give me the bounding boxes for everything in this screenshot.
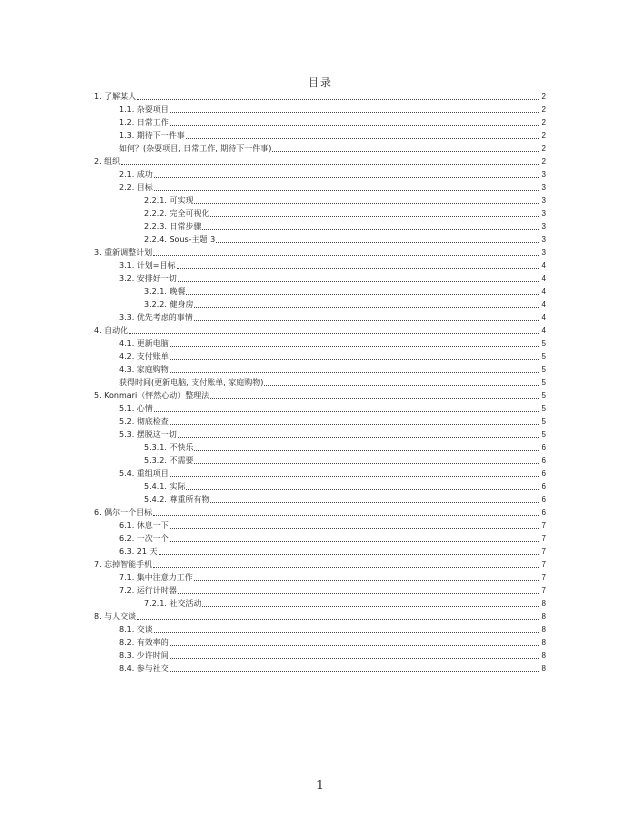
toc-entry-page-number: 8 xyxy=(541,664,546,673)
dot-leader xyxy=(194,202,539,204)
toc-entry[interactable] xyxy=(94,336,546,349)
dot-leader xyxy=(154,189,539,191)
toc-entry[interactable] xyxy=(94,622,546,635)
toc-title: 目录 xyxy=(308,76,332,89)
toc-entry-title: 6. 偶尔一个目标 xyxy=(94,508,153,517)
toc-entry-page-number: 5 xyxy=(541,339,546,348)
toc-entry-page-number: 3 xyxy=(541,183,546,192)
toc-entry-page-number: 7 xyxy=(541,521,546,530)
toc-entry-page-number: 4 xyxy=(541,274,546,283)
toc-entry-title: 6.1. 休息一下 xyxy=(119,521,169,530)
toc-entry[interactable] xyxy=(94,635,546,648)
toc-entry-title: 3.2.1. 晚餐 xyxy=(144,287,186,296)
toc-entry-page-number: 5 xyxy=(541,352,546,361)
toc-entry[interactable] xyxy=(94,154,546,167)
toc-entry-page-number: 7 xyxy=(541,573,546,582)
dot-leader xyxy=(170,111,539,113)
dot-leader xyxy=(186,137,539,139)
toc-entry-page-number: 8 xyxy=(541,625,546,634)
dot-leader xyxy=(272,150,539,152)
dot-leader xyxy=(177,267,539,269)
toc-entry[interactable] xyxy=(94,258,546,271)
toc-entry-title: 7.2. 运行计时器 xyxy=(119,586,177,595)
toc-entry-page-number: 4 xyxy=(541,313,546,322)
toc-entry-title: 3. 重新调整计划 xyxy=(94,248,153,257)
dot-leader xyxy=(170,527,539,529)
toc-entry-page-number: 2 xyxy=(541,118,546,127)
toc-entry-title: 4.2. 支付账单 xyxy=(119,352,169,361)
toc-entry-page-number: 2 xyxy=(541,157,546,166)
toc-entry-title: 8. 与人交谈 xyxy=(94,612,137,621)
toc-entry-page-number: 5 xyxy=(541,404,546,413)
toc-entry-page-number: 2 xyxy=(541,144,546,153)
toc-entry[interactable] xyxy=(94,141,546,154)
toc-entry-page-number: 2 xyxy=(541,92,546,101)
toc-entry-title: 3.1. 计划=目标 xyxy=(119,261,176,270)
dot-leader xyxy=(154,176,539,178)
dot-leader xyxy=(170,423,539,425)
toc-entry-page-number: 6 xyxy=(541,456,546,465)
toc-entry-title: 5.3.2. 不需要 xyxy=(144,456,194,465)
toc-entry[interactable] xyxy=(94,167,546,180)
toc-entry[interactable] xyxy=(94,180,546,193)
toc-entry-page-number: 6 xyxy=(541,495,546,504)
toc-entry-title: 8.4. 参与社交 xyxy=(119,664,169,673)
dot-leader xyxy=(202,228,539,230)
toc-entry[interactable] xyxy=(94,609,546,622)
toc-entry-page-number: 7 xyxy=(541,560,546,569)
toc-entry-page-number: 2 xyxy=(541,131,546,140)
toc-entry-page-number: 3 xyxy=(541,209,546,218)
toc-entry-page-number: 4 xyxy=(541,300,546,309)
toc-entry[interactable] xyxy=(94,596,546,609)
toc-entry-title: 5.3.1. 不快乐 xyxy=(144,443,194,452)
toc-entry[interactable] xyxy=(94,310,546,323)
toc-entry[interactable] xyxy=(94,479,546,492)
toc-entry[interactable] xyxy=(94,89,546,102)
toc-entry-title: 3.2. 安排好一切 xyxy=(119,274,177,283)
dot-leader xyxy=(264,384,539,386)
toc-entry[interactable] xyxy=(94,128,546,141)
dot-leader xyxy=(194,462,539,464)
dot-leader xyxy=(170,475,539,477)
toc-entry-page-number: 7 xyxy=(541,547,546,556)
dot-leader xyxy=(121,163,539,165)
dot-leader xyxy=(159,553,539,555)
toc-entry[interactable] xyxy=(94,206,546,219)
dot-leader xyxy=(153,566,539,568)
toc-entry-title: 5.4.1. 实际 xyxy=(144,482,186,491)
toc-entry-page-number: 8 xyxy=(541,638,546,647)
toc-entry-title: 1.2. 日常工作 xyxy=(119,118,169,127)
toc-entry[interactable] xyxy=(94,492,546,505)
toc-entry-title: 1. 了解某人 xyxy=(94,92,137,101)
toc-entry-title: 2.2. 目标 xyxy=(119,183,153,192)
dot-leader xyxy=(170,345,539,347)
toc-entry[interactable] xyxy=(94,440,546,453)
toc-entry[interactable] xyxy=(94,505,546,518)
toc-entry-page-number: 8 xyxy=(541,599,546,608)
toc-entry[interactable] xyxy=(94,219,546,232)
toc-entry-page-number: 6 xyxy=(541,443,546,452)
dot-leader xyxy=(137,98,539,100)
toc-entry-page-number: 5 xyxy=(541,391,546,400)
dot-leader xyxy=(170,657,539,659)
dot-leader xyxy=(170,670,539,672)
toc-entry-title: 4. 自动化 xyxy=(94,326,129,335)
dot-leader xyxy=(194,579,539,581)
dot-leader xyxy=(186,293,539,295)
toc-entry-title: 如何？(杂耍项目, 日常工作, 期待下一件事) xyxy=(119,144,272,153)
toc-entry[interactable] xyxy=(94,583,546,596)
toc-entry-title: 2.2.3. 日常步骤 xyxy=(144,222,202,231)
toc-entry-title: 4.1. 更新电脑 xyxy=(119,339,169,348)
toc-entry[interactable] xyxy=(94,414,546,427)
dot-leader xyxy=(194,306,539,308)
toc-entry-page-number: 8 xyxy=(541,651,546,660)
dot-leader xyxy=(153,254,539,256)
dot-leader xyxy=(178,436,539,438)
toc-entry[interactable] xyxy=(94,453,546,466)
dot-leader xyxy=(216,241,539,243)
toc-entry[interactable] xyxy=(94,427,546,440)
toc-entry-title: 2.2.1. 可实现 xyxy=(144,196,194,205)
toc-entry-page-number: 6 xyxy=(541,469,546,478)
toc-entry[interactable] xyxy=(94,661,546,674)
toc-entry-page-number: 3 xyxy=(541,170,546,179)
toc-entry-page-number: 3 xyxy=(541,196,546,205)
toc-entry-page-number: 7 xyxy=(541,586,546,595)
toc-entry[interactable] xyxy=(94,401,546,414)
dot-leader xyxy=(137,618,539,620)
toc-entry-title: 6.2. 一次一个 xyxy=(119,534,169,543)
dot-leader xyxy=(178,592,539,594)
toc-entry-page-number: 6 xyxy=(541,482,546,491)
toc-entry[interactable] xyxy=(94,297,546,310)
toc-entry-page-number: 5 xyxy=(541,417,546,426)
toc-entry-page-number: 7 xyxy=(541,534,546,543)
toc-entry-title: 2.2.2. 完全可视化 xyxy=(144,209,210,218)
toc-entry-title: 5.1. 心情 xyxy=(119,404,153,413)
dot-leader xyxy=(194,319,539,321)
toc-entry-page-number: 5 xyxy=(541,378,546,387)
dot-leader xyxy=(210,215,539,217)
toc-entry-title: 7.1. 集中注意力工作 xyxy=(119,573,193,582)
toc-entry-title: 8.2. 有效率的 xyxy=(119,638,169,647)
toc-entry[interactable] xyxy=(94,557,546,570)
toc-entry[interactable] xyxy=(94,284,546,297)
toc-entry[interactable] xyxy=(94,466,546,479)
toc-entry-page-number: 4 xyxy=(541,287,546,296)
toc-entry[interactable] xyxy=(94,271,546,284)
toc-entry-page-number: 3 xyxy=(541,248,546,257)
toc-entry[interactable] xyxy=(94,570,546,583)
toc-entry-title: 5.2. 彻底检查 xyxy=(119,417,169,426)
toc-entry-title: 8.3. 少许时间 xyxy=(119,651,169,660)
toc-entry[interactable] xyxy=(94,193,546,206)
toc-entry-title: 3.3. 优先考虑的事情 xyxy=(119,313,193,322)
toc-entry-title: 5.4. 重组项目 xyxy=(119,469,169,478)
dot-leader xyxy=(186,488,539,490)
toc-entry-title: 3.2.2. 健身房 xyxy=(144,300,194,309)
dot-leader xyxy=(154,410,539,412)
toc-entry-title: 1.1. 杂耍项目 xyxy=(119,105,169,114)
toc-entry[interactable] xyxy=(94,362,546,375)
toc-entry-page-number: 6 xyxy=(541,508,546,517)
toc-entry-title: 4.3. 家庭购物 xyxy=(119,365,169,374)
toc-entry[interactable] xyxy=(94,648,546,661)
toc-entry-title: 7. 忘掉智能手机 xyxy=(94,560,153,569)
toc-entry-page-number: 3 xyxy=(541,235,546,244)
dot-leader xyxy=(210,397,539,399)
dot-leader xyxy=(210,501,539,503)
toc-entry-title: 2. 组织 xyxy=(94,157,121,166)
toc-entry-title: 2.2.4. Sous-主题 3 xyxy=(144,235,216,244)
toc-entry-title: 1.3. 期待下一件事 xyxy=(119,131,185,140)
toc-entry[interactable] xyxy=(94,518,546,531)
page-number: 1 xyxy=(316,778,324,792)
toc-entry-page-number: 2 xyxy=(541,105,546,114)
toc-entry[interactable] xyxy=(94,544,546,557)
dot-leader xyxy=(194,449,539,451)
dot-leader xyxy=(170,124,539,126)
toc-entry-title: 2.1. 成功 xyxy=(119,170,153,179)
toc-entry-title: 6.3. 21 天 xyxy=(119,547,158,556)
toc-entry-page-number: 4 xyxy=(541,326,546,335)
toc-entry[interactable] xyxy=(94,245,546,258)
toc-entry-title: 获得时间(更新电脑, 支付账单, 家庭购物) xyxy=(119,378,264,387)
dot-leader xyxy=(154,631,539,633)
toc-entry[interactable] xyxy=(94,115,546,128)
toc-entry-title: 5.4.2. 尊重所有物 xyxy=(144,495,210,504)
toc-entry-page-number: 3 xyxy=(541,222,546,231)
toc-entry-page-number: 5 xyxy=(541,365,546,374)
dot-leader xyxy=(170,644,539,646)
dot-leader xyxy=(129,332,539,334)
dot-leader xyxy=(202,605,539,607)
toc-entry[interactable] xyxy=(94,349,546,362)
toc-entry[interactable] xyxy=(94,323,546,336)
dot-leader xyxy=(153,514,539,516)
dot-leader xyxy=(170,371,539,373)
dot-leader xyxy=(170,540,539,542)
toc-entry-title: 8.1. 交谈 xyxy=(119,625,153,634)
toc-entry-page-number: 8 xyxy=(541,612,546,621)
dot-leader xyxy=(170,358,539,360)
toc-entry-title: 5. Konmari（怦然心动）整理法 xyxy=(94,391,210,400)
toc-entry[interactable] xyxy=(94,375,546,388)
toc-entry[interactable] xyxy=(94,531,546,544)
toc-entry-page-number: 4 xyxy=(541,261,546,270)
toc-entry[interactable] xyxy=(94,102,546,115)
table-of-contents xyxy=(94,89,546,674)
toc-entry-page-number: 5 xyxy=(541,430,546,439)
dot-leader xyxy=(178,280,539,282)
toc-entry[interactable] xyxy=(94,232,546,245)
toc-entry-title: 7.2.1. 社交活动 xyxy=(144,599,202,608)
toc-entry[interactable] xyxy=(94,388,546,401)
toc-entry-title: 5.3. 摆脱这一切 xyxy=(119,430,177,439)
